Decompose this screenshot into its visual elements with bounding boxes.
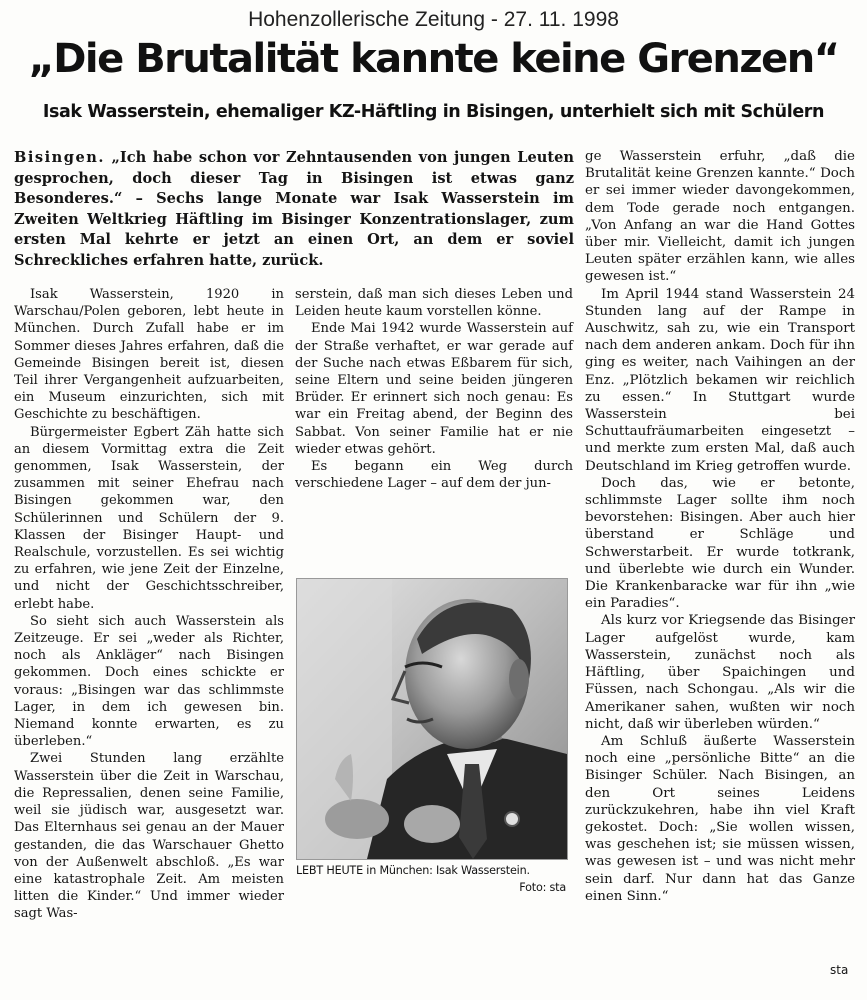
headline: „Die Brutalität kannte keine Grenzen“ — [28, 36, 839, 82]
article-column-1 — [14, 286, 284, 923]
source-line: Hohenzollerische Zeitung - 27. 11. 1998 — [248, 8, 619, 31]
portrait-photo-icon — [297, 579, 567, 859]
paragraph: Bürgermeister Egbert Zäh hatte sich an diesem Vormittag extra die Zeit genommen, Isak Wasserstein, der zusammen mit seiner Ehefrau nach Bisingen gekommen war, den Schülerinnen und Schülern der 9. Klassen der Bisinger Haupt- und Realschule, vorzustellen. Es sei wichtig zu erfahren, wie jene Zeit der Einzelne, und nicht der Geschichtsschreiber, erlebt habe. — [14, 424, 284, 612]
lead-paragraph — [14, 148, 574, 272]
paragraph: Zwei Stunden lang erzählte Wasserstein über die Zeit in Warschau, die Repressalien, denen seine Familie, weil sie jüdisch war, ausgesetzt war. Das Elternhaus sei genau an der Mauer gestanden, die das Warschauer Ghetto von der Außenwelt abschloß. „Es war eine katastrophale Zeit. Am meisten litten die Kinder.“ Und immer wieder sagt Was- — [14, 751, 284, 922]
subheadline: Isak Wasserstein, ehemaliger KZ-Häftling in Bisingen, unterhielt sich mit Schülern — [42, 102, 825, 122]
photo-credit: Foto: sta — [519, 881, 566, 894]
paragraph: Isak Wasserstein, 1920 in Warschau/Polen geboren, lebt heute in München. Durch Zufall habe er im Sommer dieses Jahres erfahren, daß die Gemeinde Bisingen bereit ist, diesen Teil ihrer Vergangenheit aufzuarbeiten, ein Museum einzurichten, sich mit Geschichte zu beschäftigen. — [14, 287, 284, 423]
paragraph: Es begann ein Weg durch verschiedene Lager – auf dem der jun- — [295, 459, 573, 492]
paragraph: serstein, daß man sich dieses Leben und Leiden heute kaum vorstellen könne. — [295, 287, 573, 320]
paragraph: Ende Mai 1942 wurde Wasserstein auf der Straße verhaftet, er war gerade auf der Suche nach etwas Eßbarem für sich, seine Eltern und seine beiden jüngeren Brüder. Er erinnert sich noch genau: Es war ein Freitag abend, der Beginn des Sabbat. Von seiner Familie hat er nie wieder etwas gehört. — [295, 321, 573, 457]
article-column-3 — [585, 148, 855, 905]
article-column-2 — [295, 286, 573, 492]
dateline: Bisingen. — [14, 149, 105, 166]
author-signature: sta — [830, 963, 849, 977]
paragraph: Doch das, wie er betonte, schlimmste Lager sollte ihm noch bevorstehen: Bisingen. Aber auch hier überstand er Schläge und Schwerstarbeit. Er wurde totkrank, und überlebte wie durch ein Wunder. Die Krankenbaracke war für ihn „wie ein Paradies“. — [585, 475, 855, 612]
paragraph: Im April 1944 stand Wasserstein 24 Stunden lang auf der Rampe in Auschwitz, sah zu, wie ein Transport nach dem anderen ankam. Doch für ihn ging es weiter, nach Vaihingen an der Enz. „Plötzlich bekamen wir reichlich zu essen.“ In Stuttgart wurde Wasserstein bei Schuttaufräumarbeiten eingesetzt – und merkte zum ersten Mal, daß auch Deutschland im Krieg getroffen wurde. — [585, 286, 855, 474]
caption-text: LEBT HEUTE in München: Isak Wasserstein. — [296, 864, 530, 877]
paragraph: ge Wasserstein erfuhr, „daß die Brutalität keine Grenzen kannte.“ Doch er sei immer wieder davongekommen, dem Tode gerade noch entgangen. „Von Anfang an war die Hand Gottes über mir. Vielleicht, damit ich jungen Leuten später erzählen kann, wie alles gewesen ist.“ — [585, 149, 855, 285]
paragraph: Am Schluß äußerte Wasserstein noch eine „persönliche Bitte“ an die Bisinger Schüler. Nach Bisingen, an den Ort seines Leidens zurückzukehren, habe ihn viel Kraft gekostet. Doch: „Sie wollen wissen, was geschehen ist; sie müssen wissen, was gewesen ist – und was nicht mehr sein darf. Nur dann hat das Ganze einen Sinn.“ — [585, 733, 855, 904]
lead-text: „Ich habe schon vor Zehntausenden von jungen Leuten gesprochen, doch dieser Tag in Bisingen ist etwas ganz Besonderes.“ – Sechs lange Monate war Isak Wasserstein im Zweiten Weltkrieg Häftling im Bisinger Konzentrationslager, zum ersten Mal kehrte er jetzt an einen Ort, an dem er soviel Schreckliches erfahren hatte, zurück. — [14, 149, 574, 269]
photo-caption — [296, 862, 566, 896]
paragraph: So sieht sich auch Wasserstein als Zeitzeuge. Er sei „weder als Richter, noch als Ankläger“ nach Bisingen gekommen. Doch eines schickte er voraus: „Bisingen war das schlimmste Lager, in dem ich gewesen bin. Niemand konnte erwarten, es zu überleben.“ — [14, 613, 284, 750]
paragraph: Als kurz vor Kriegsende das Bisinger Lager aufgelöst wurde, kam Wasserstein, zunächst noch als Häftling, über Spaichingen und Füssen, nach Schongau. „Als wir die Amerikaner sahen, wußten wir noch nicht, daß wir überleben würden.“ — [585, 613, 855, 732]
portrait-photo — [296, 578, 568, 860]
